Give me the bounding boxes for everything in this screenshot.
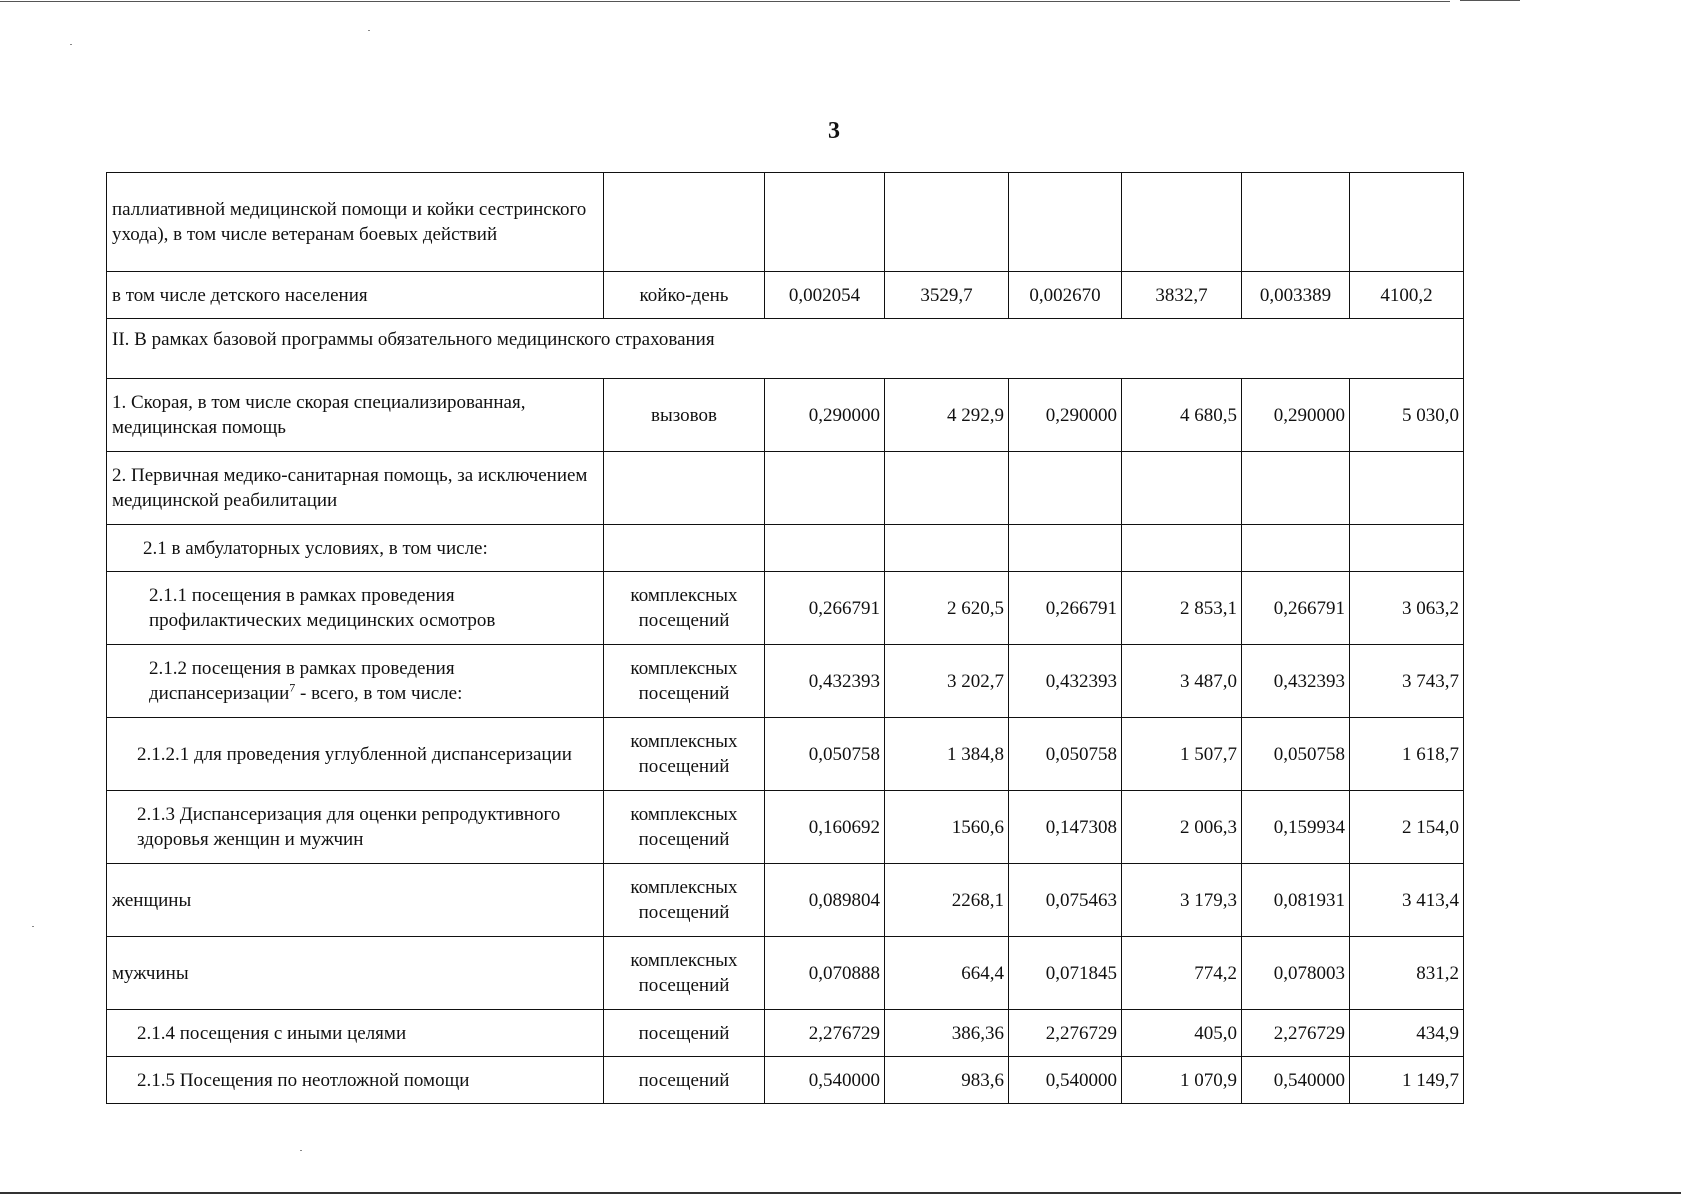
row-unit: посещений bbox=[604, 1010, 765, 1057]
cell: 0,266791 bbox=[1009, 572, 1122, 645]
row-name: 2.1.4 посещения с иными целями bbox=[107, 1010, 604, 1057]
scan-border-top-fragment bbox=[1460, 0, 1520, 1]
scan-speck bbox=[32, 926, 34, 927]
cell bbox=[765, 525, 885, 572]
cell bbox=[1350, 173, 1464, 272]
cell bbox=[1009, 452, 1122, 525]
cell bbox=[1242, 173, 1350, 272]
cell: 0,147308 bbox=[1009, 791, 1122, 864]
cell: 3832,7 bbox=[1122, 272, 1242, 319]
cell: 386,36 bbox=[885, 1010, 1009, 1057]
cell: 0,432393 bbox=[1009, 645, 1122, 718]
cell: 3 063,2 bbox=[1350, 572, 1464, 645]
cell: 0,070888 bbox=[765, 937, 885, 1010]
cell: 664,4 bbox=[885, 937, 1009, 1010]
cell bbox=[885, 525, 1009, 572]
cell: 0,089804 bbox=[765, 864, 885, 937]
cell bbox=[1122, 525, 1242, 572]
cell: 3 487,0 bbox=[1122, 645, 1242, 718]
scan-speck bbox=[368, 30, 370, 31]
scan-speck bbox=[70, 44, 72, 45]
cell: 0,540000 bbox=[1009, 1057, 1122, 1104]
cell: 2 853,1 bbox=[1122, 572, 1242, 645]
cell: 405,0 bbox=[1122, 1010, 1242, 1057]
cell bbox=[1242, 525, 1350, 572]
row-unit: посещений bbox=[604, 1057, 765, 1104]
row-unit: комплексных посещений bbox=[604, 718, 765, 791]
cell: 3 743,7 bbox=[1350, 645, 1464, 718]
cell: 831,2 bbox=[1350, 937, 1464, 1010]
row-name: в том числе детского населения bbox=[107, 272, 604, 319]
cell: 2268,1 bbox=[885, 864, 1009, 937]
cell: 0,050758 bbox=[1242, 718, 1350, 791]
cell: 3 202,7 bbox=[885, 645, 1009, 718]
cell: 0,540000 bbox=[1242, 1057, 1350, 1104]
cell: 4 292,9 bbox=[885, 379, 1009, 452]
cell: 5 030,0 bbox=[1350, 379, 1464, 452]
cell: 0,540000 bbox=[765, 1057, 885, 1104]
row-unit: комплексных посещений bbox=[604, 864, 765, 937]
cell: 0,050758 bbox=[765, 718, 885, 791]
table-row bbox=[107, 173, 1464, 272]
cell: 3 179,3 bbox=[1122, 864, 1242, 937]
cell: 2 154,0 bbox=[1350, 791, 1464, 864]
scan-border-top bbox=[0, 1, 1450, 2]
cell: 0,290000 bbox=[1242, 379, 1350, 452]
cell: 0,266791 bbox=[765, 572, 885, 645]
row-unit bbox=[604, 173, 765, 272]
footnote-mark: 7 bbox=[289, 680, 296, 695]
row-unit: комплексных посещений bbox=[604, 572, 765, 645]
cell: 0,081931 bbox=[1242, 864, 1350, 937]
cell: 0,266791 bbox=[1242, 572, 1350, 645]
table-row bbox=[107, 272, 1464, 319]
scan-speck bbox=[300, 1150, 302, 1151]
cell: 0,071845 bbox=[1009, 937, 1122, 1010]
cell bbox=[1350, 452, 1464, 525]
cell: 774,2 bbox=[1122, 937, 1242, 1010]
cell: 0,432393 bbox=[765, 645, 885, 718]
table-row bbox=[107, 645, 1464, 718]
row-name: 2.1.5 Посещения по неотложной помощи bbox=[107, 1057, 604, 1104]
table-row bbox=[107, 1057, 1464, 1104]
table-row bbox=[107, 572, 1464, 645]
cell: 2,276729 bbox=[1009, 1010, 1122, 1057]
table-row bbox=[107, 718, 1464, 791]
cell: 0,002054 bbox=[765, 272, 885, 319]
norms-table bbox=[106, 172, 1464, 1104]
cell bbox=[1122, 173, 1242, 272]
table-row bbox=[107, 791, 1464, 864]
cell: 1 070,9 bbox=[1122, 1057, 1242, 1104]
row-unit: койко-день bbox=[604, 272, 765, 319]
cell: 0,002670 bbox=[1009, 272, 1122, 319]
cell bbox=[1009, 525, 1122, 572]
cell: 0,290000 bbox=[765, 379, 885, 452]
cell: 0,075463 bbox=[1009, 864, 1122, 937]
cell: 0,432393 bbox=[1242, 645, 1350, 718]
table-row bbox=[107, 937, 1464, 1010]
section-row bbox=[107, 319, 1464, 379]
section-heading: II. В рамках базовой программы обязательного медицинского страхования bbox=[107, 319, 1464, 379]
row-name: мужчины bbox=[107, 937, 604, 1010]
row-name-text: 2.1.2 посещения в рамках проведения диспансеризации bbox=[149, 658, 455, 704]
table-row bbox=[107, 1010, 1464, 1057]
table-row bbox=[107, 379, 1464, 452]
row-name: 2.1.2.1 для проведения углубленной диспансеризации bbox=[107, 718, 604, 791]
cell: 4 680,5 bbox=[1122, 379, 1242, 452]
cell bbox=[1122, 452, 1242, 525]
data-table-container bbox=[106, 172, 1464, 1104]
table-row bbox=[107, 864, 1464, 937]
cell: 0,003389 bbox=[1242, 272, 1350, 319]
row-name-text-tail: - всего, в том числе: bbox=[295, 683, 463, 704]
cell: 1 507,7 bbox=[1122, 718, 1242, 791]
row-name: женщины bbox=[107, 864, 604, 937]
cell bbox=[885, 452, 1009, 525]
row-unit: вызовов bbox=[604, 379, 765, 452]
cell bbox=[1350, 525, 1464, 572]
cell: 3529,7 bbox=[885, 272, 1009, 319]
cell: 434,9 bbox=[1350, 1010, 1464, 1057]
cell: 0,050758 bbox=[1009, 718, 1122, 791]
cell: 1560,6 bbox=[885, 791, 1009, 864]
row-name: 1. Скорая, в том числе скорая специализированная, медицинская помощь bbox=[107, 379, 604, 452]
row-name: 2.1 в амбулаторных условиях, в том числе: bbox=[107, 525, 604, 572]
cell: 1 384,8 bbox=[885, 718, 1009, 791]
row-unit: комплексных посещений bbox=[604, 937, 765, 1010]
cell bbox=[1009, 173, 1122, 272]
table-row bbox=[107, 525, 1464, 572]
cell bbox=[765, 452, 885, 525]
cell: 983,6 bbox=[885, 1057, 1009, 1104]
row-name bbox=[107, 645, 604, 718]
row-name: 2.1.1 посещения в рамках проведения профилактических медицинских осмотров bbox=[107, 572, 604, 645]
row-unit: комплексных посещений bbox=[604, 791, 765, 864]
cell: 0,159934 bbox=[1242, 791, 1350, 864]
cell: 2 620,5 bbox=[885, 572, 1009, 645]
cell bbox=[765, 173, 885, 272]
cell bbox=[1242, 452, 1350, 525]
cell: 2 006,3 bbox=[1122, 791, 1242, 864]
cell: 4100,2 bbox=[1350, 272, 1464, 319]
row-unit bbox=[604, 525, 765, 572]
cell: 0,290000 bbox=[1009, 379, 1122, 452]
page-number: 3 bbox=[828, 118, 840, 144]
cell: 0,078003 bbox=[1242, 937, 1350, 1010]
row-name: 2.1.3 Диспансеризация для оценки репродуктивного здоровья женщин и мужчин bbox=[107, 791, 604, 864]
cell: 0,160692 bbox=[765, 791, 885, 864]
row-name: паллиативной медицинской помощи и койки сестринского ухода), в том числе ветеранам боевых действий bbox=[107, 173, 604, 272]
cell: 1 149,7 bbox=[1350, 1057, 1464, 1104]
cell: 2,276729 bbox=[1242, 1010, 1350, 1057]
cell: 1 618,7 bbox=[1350, 718, 1464, 791]
row-unit bbox=[604, 452, 765, 525]
scan-border-bottom bbox=[0, 1192, 1681, 1194]
row-name: 2. Первичная медико-санитарная помощь, за исключением медицинской реабилитации bbox=[107, 452, 604, 525]
cell: 3 413,4 bbox=[1350, 864, 1464, 937]
table-row bbox=[107, 452, 1464, 525]
row-unit: комплексных посещений bbox=[604, 645, 765, 718]
cell bbox=[885, 173, 1009, 272]
cell: 2,276729 bbox=[765, 1010, 885, 1057]
